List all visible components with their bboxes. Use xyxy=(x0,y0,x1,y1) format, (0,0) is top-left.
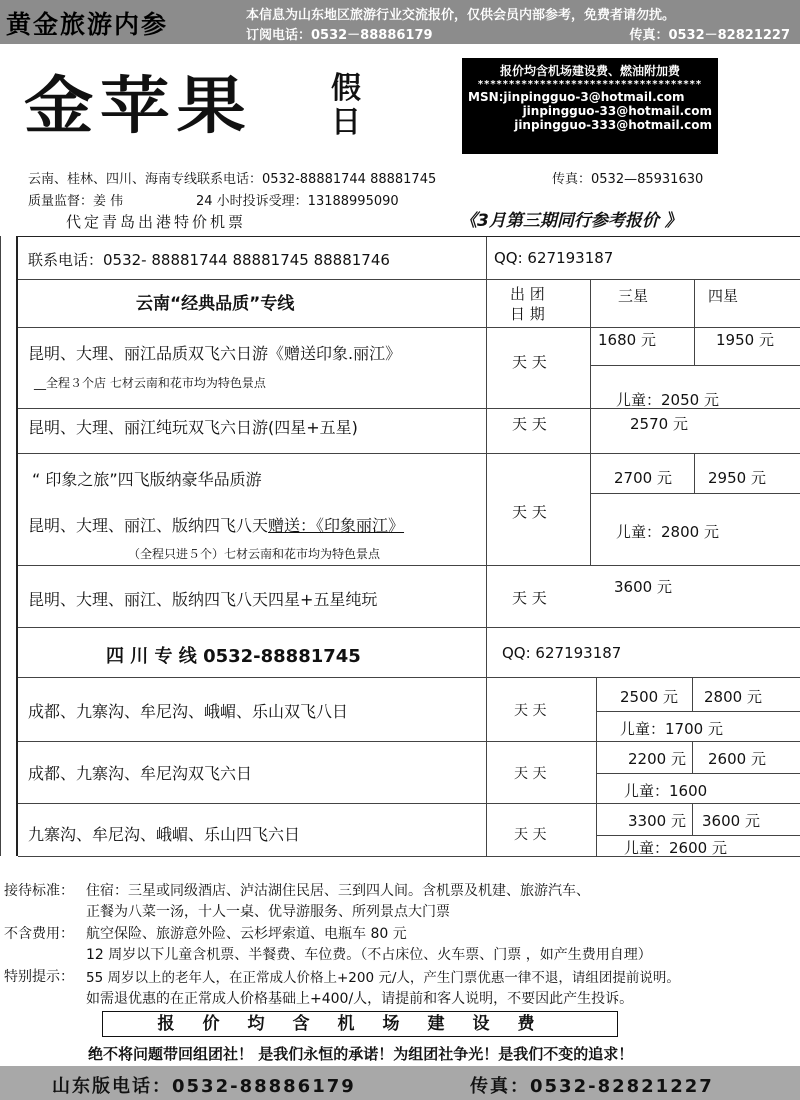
route-name: 昆明、大理、丽江品质双飞六日游《赠送印象.丽江》 xyxy=(28,344,402,363)
row-divider xyxy=(18,279,800,280)
column-divider xyxy=(692,741,693,773)
route-name: “ 印象之旅”四飞版纳豪华品质游 xyxy=(32,470,262,489)
sichuan-qq: QQ: 627193187 xyxy=(502,644,622,662)
header-fax: 传真：0532－82821227 xyxy=(629,28,790,43)
row-divider xyxy=(18,677,800,678)
quality-supervisor: 质量监督：姜 伟 xyxy=(28,194,124,209)
tip-line2: 如需退优惠的在正常成人价格基础上+400/人，请提前和客人说明，不要因此产生投诉。 xyxy=(86,991,634,1007)
footer-bar xyxy=(0,1066,800,1100)
price-4star: 2600 元 xyxy=(708,750,766,768)
logo-text: 金苹果 xyxy=(24,69,253,142)
depart-date: 天 天 xyxy=(512,589,547,607)
price-child: 儿童：2050 元 xyxy=(616,391,719,409)
depart-date: 天 天 xyxy=(514,827,547,843)
order-phone: 订阅电话：0532－88886179 xyxy=(246,28,433,43)
tip-label: 特别提示： xyxy=(4,969,74,985)
row-divider xyxy=(596,711,800,712)
route-name: 成都、九寨沟、牟尼沟、峨嵋、乐山双飞八日 xyxy=(28,702,349,721)
row-divider xyxy=(596,835,800,836)
price-table xyxy=(16,236,800,856)
email-address-3[interactable]: jinpingguo-333@hotmail.com xyxy=(514,118,712,132)
excluded-label: 不含费用： xyxy=(4,926,74,942)
route-name-line2 xyxy=(28,513,404,536)
depart-header-line1: 出 团 xyxy=(510,285,545,303)
row-divider xyxy=(18,453,800,454)
star-divider: ************************************ xyxy=(477,79,703,90)
slogan: 绝不将问题带回组团社！ 是我们永恒的承诺！为组团社争光！是我们不变的追求！ xyxy=(88,1045,634,1063)
fees-included-box: 报价均含机场建设费 xyxy=(102,1011,618,1037)
page-edge-line xyxy=(0,236,1,856)
column-divider xyxy=(590,279,591,565)
complaint-hotline: 24 小时投诉受理：13188995090 xyxy=(196,194,399,209)
standard-line2: 正餐为八菜一汤，十人一桌、优导游服务、所列景点大门票 xyxy=(86,904,450,920)
excluded-line1: 航空保险、旅游意外险、云杉坪索道、电瓶车 80 元 xyxy=(86,926,407,942)
column-divider xyxy=(694,453,695,493)
price-child: 儿童：2600 元 xyxy=(624,839,727,857)
column-divider xyxy=(486,237,487,856)
route-name: 昆明、大理、丽江纯玩双飞六日游(四星+五星) xyxy=(28,418,358,437)
msn-address[interactable]: MSN:jinpingguo-3@hotmail.com xyxy=(468,90,685,104)
depart-date: 天 天 xyxy=(512,353,547,371)
standard-line1: 住宿：三星或同级酒店、泸沽湖住民居、三到四人间。含机票及机建、旅游汽车、 xyxy=(86,883,590,899)
price-3star: 1680 元 xyxy=(598,331,656,349)
price-3star: 3300 元 xyxy=(628,812,686,830)
route-name: 九寨沟、牟尼沟、峨嵋、乐山四飞六日 xyxy=(28,825,301,844)
standard-label: 接待标准： xyxy=(4,883,74,899)
route-name-line2-main: 昆明、大理、丽江、版纳四飞八天 xyxy=(28,516,269,535)
depart-header-line2: 日 期 xyxy=(510,305,545,323)
row-divider xyxy=(18,565,800,566)
column-divider xyxy=(694,279,695,365)
member-notice: 本信息为山东地区旅游行业交流报价，仅供会员内部参考，免费者请勿扰。 xyxy=(246,8,676,23)
flight-booking: 代定青岛出港特价机票 xyxy=(66,213,247,231)
route-lines-phone: 云南、桂林、四川、海南专线联系电话：0532-88881744 88881745 xyxy=(28,172,437,187)
price-child: 儿童：2800 元 xyxy=(616,523,719,541)
four-star-header: 四星 xyxy=(708,287,739,305)
email-address-2[interactable]: jinpingguo-33@hotmail.com xyxy=(522,104,712,118)
price-4star: 2800 元 xyxy=(704,688,762,706)
info-box xyxy=(462,58,718,154)
price-child: 儿童：1600 xyxy=(624,782,708,800)
depart-date: 天 天 xyxy=(514,703,547,719)
depart-date: 天 天 xyxy=(514,766,547,782)
depart-date: 天 天 xyxy=(512,503,547,521)
price-child: 儿童：1700 元 xyxy=(620,720,723,738)
price-4star: 1950 元 xyxy=(716,331,774,349)
sichuan-section-title: 四 川 专 线 0532-88881745 xyxy=(106,646,361,667)
route-gift: 赠送：《印象丽江》 xyxy=(268,516,405,535)
route-note: （全程只进５个）七材云南和花市均为特色景点 xyxy=(128,547,381,561)
price-3star: 2700 元 xyxy=(614,469,672,487)
column-divider xyxy=(692,803,693,835)
price-3star: 2200 元 xyxy=(628,750,686,768)
route-name: 成都、九寨沟、牟尼沟双飞六日 xyxy=(28,764,253,783)
row-divider xyxy=(18,741,800,742)
depart-date: 天 天 xyxy=(512,415,547,433)
excluded-line2: 12 周岁以下儿童含机票、半餐费、车位费。（不占床位、火车票、门票 ，如产生费用自理） xyxy=(86,947,652,963)
subscription-line xyxy=(246,24,790,43)
price-3star: 2570 元 xyxy=(630,415,688,433)
three-star-header: 三星 xyxy=(618,287,649,305)
route-name: 昆明、大理、丽江、版纳四飞八天四星+五星纯玩 xyxy=(28,590,378,609)
row-divider xyxy=(596,773,800,774)
row-divider xyxy=(18,803,800,804)
yunnan-qq: QQ: 627193187 xyxy=(494,249,614,267)
price-3star: 3600 元 xyxy=(614,578,672,596)
price-4star: 2950 元 xyxy=(708,469,766,487)
fees-included-note: 报价均含机场建设费、燃油附加费 xyxy=(499,64,680,78)
row-divider xyxy=(18,327,800,328)
row-divider xyxy=(18,627,800,628)
yunnan-section-title: 云南“经典品质”专线 xyxy=(136,294,295,314)
yunnan-phone: 联系电话：0532- 88881744 88881745 88881746 xyxy=(28,251,390,269)
route-note: __全程３个店 七材云南和花市均为特色景点 xyxy=(34,376,266,390)
footer-phone: 山东版电话：0532-88886179 xyxy=(52,1076,356,1097)
issue-title: 《3月第三期同行参考报价 》 xyxy=(460,211,682,231)
footer-fax: 传真：0532-82821227 xyxy=(470,1076,714,1097)
tip-line1: 55 周岁以上的老年人，在正常成人价格上+200 元/人，产生门票优惠一律不退，请组团提前说明。 xyxy=(86,970,680,986)
top-banner xyxy=(0,0,800,44)
row-divider xyxy=(590,493,800,494)
price-4star: 3600 元 xyxy=(702,812,760,830)
contact-fax: 传真：0532—85931630 xyxy=(552,172,704,187)
row-divider xyxy=(590,365,800,366)
price-3star: 2500 元 xyxy=(620,688,678,706)
column-divider xyxy=(596,677,597,856)
magazine-title: 黄金旅游内参 xyxy=(6,10,169,39)
logo-suffix: 假日 xyxy=(331,71,361,140)
column-divider xyxy=(692,677,693,711)
